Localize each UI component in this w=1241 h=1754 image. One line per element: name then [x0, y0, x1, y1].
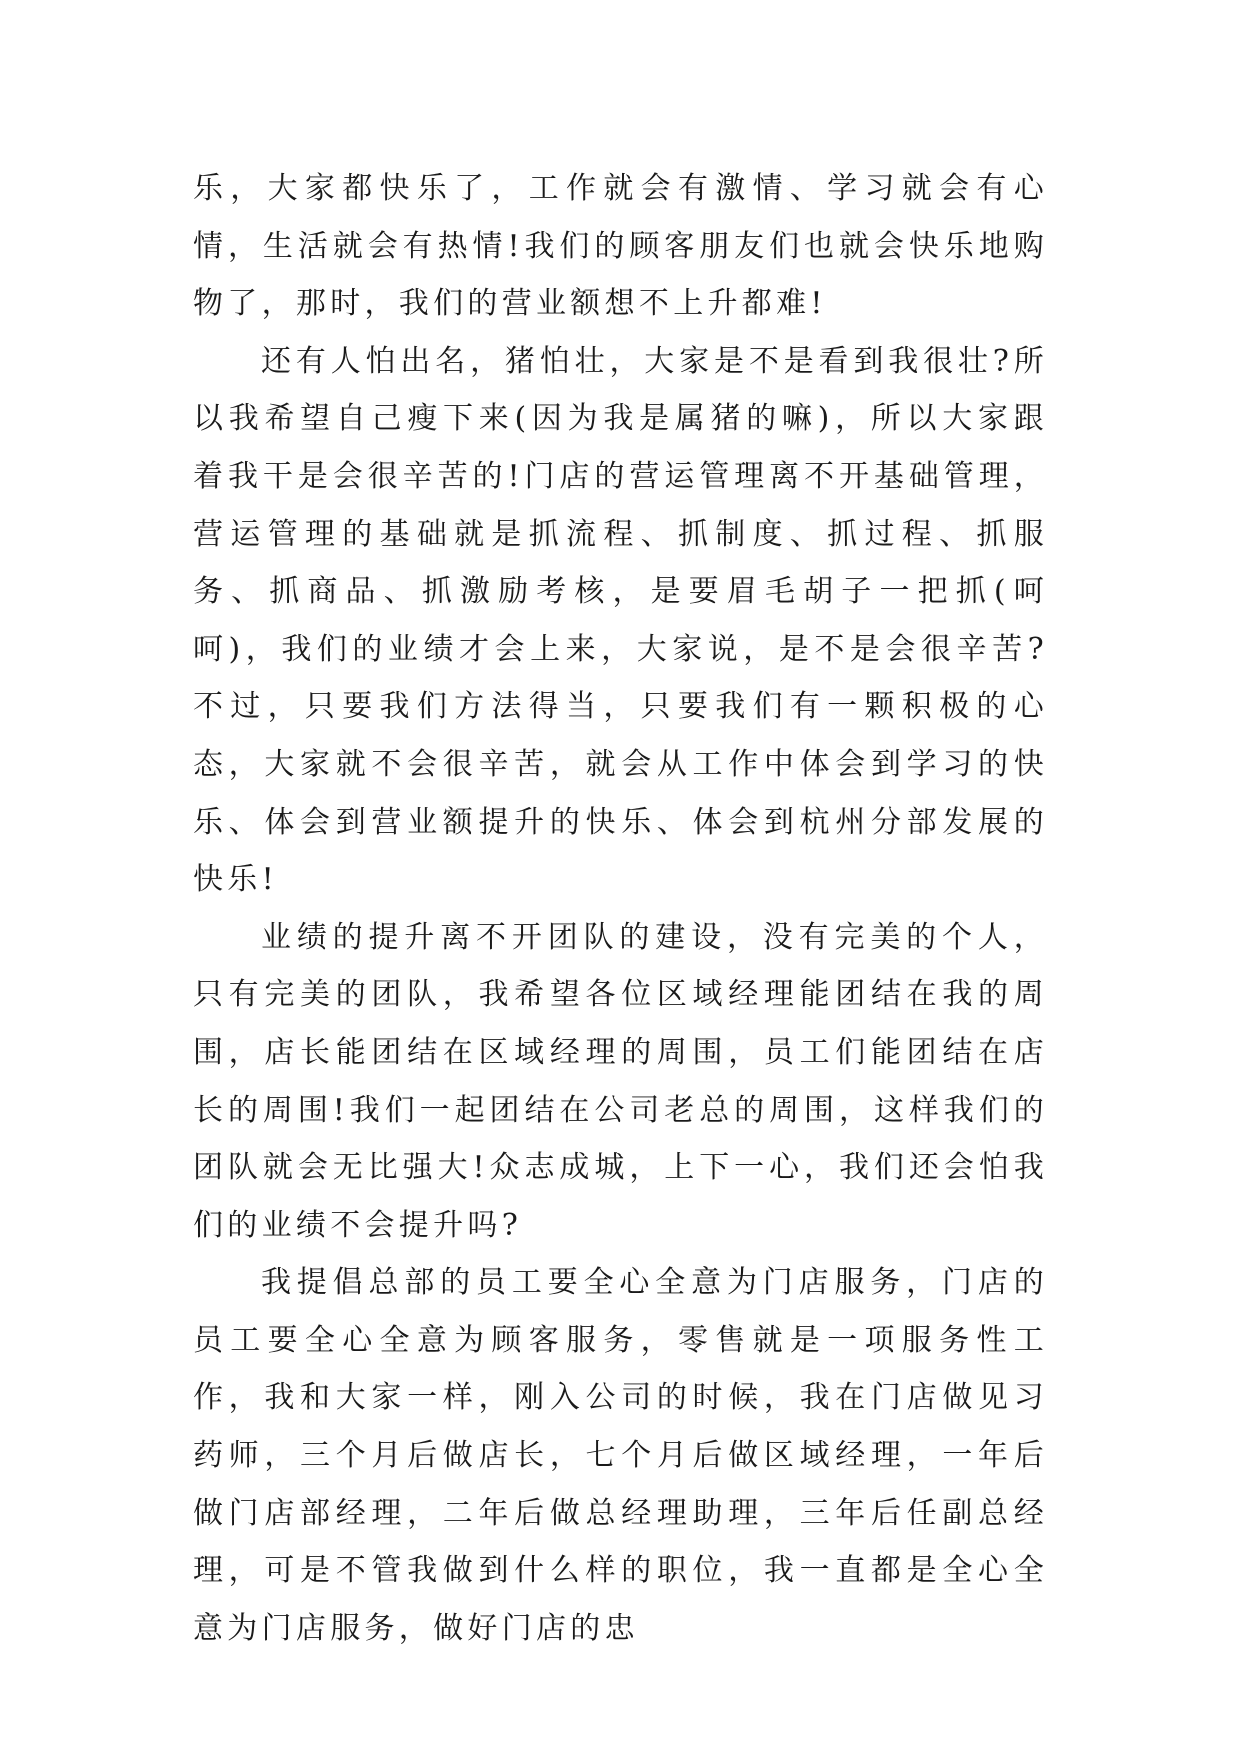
paragraph-4: 我提倡总部的员工要全心全意为门店服务，门店的员工要全心全意为顾客服务，零售就是一项服务性工作，我和大家一样，刚入公司的时候，我在门店做见习药师，三个月后做店长，七个月后做区域经理，一年后做门店部经理，二年后做总经理助理，三年后任副总经理，可是不管我做到什么样的职位，我一直都是全心全意为门店服务，做好门店的忠 — [193, 1265, 1048, 1646]
paragraph-2: 还有人怕出名，猪怕壮，大家是不是看到我很壮?所以我希望自己瘦下来(因为我是属猪的嘛)，所以大家跟着我干是会很辛苦的!门店的营运管理离不开基础管理，营运管理的基础就是抓流程、抓制度、抓过程、抓服务、抓商品、抓激励考核，是要眉毛胡子一把抓(呵呵)，我们的业绩才会上来，大家说，是不是会很辛苦?不过，只要我们方法得当，只要我们有一颗积极的心态，大家就不会很辛苦，就会从工作中体会到学习的快乐、体会到营业额提升的快乐、体会到杭州分部发展的快乐! — [193, 343, 1048, 898]
document-body — [193, 160, 1048, 1657]
paragraph-3: 业绩的提升离不开团队的建设，没有完美的个人，只有完美的团队，我希望各位区域经理能团结在我的周围，店长能团结在区域经理的周围，员工们能团结在店长的周围!我们一起团结在公司老总的周围，这样我们的团队就会无比强大!众志成城，上下一心，我们还会怕我们的业绩不会提升吗? — [193, 919, 1048, 1243]
paragraph-1: 乐，大家都快乐了，工作就会有激情、学习就会有心情，生活就会有热情!我们的顾客朋友们也就会快乐地购物了，那时，我们的营业额想不上升都难! — [193, 171, 1048, 322]
